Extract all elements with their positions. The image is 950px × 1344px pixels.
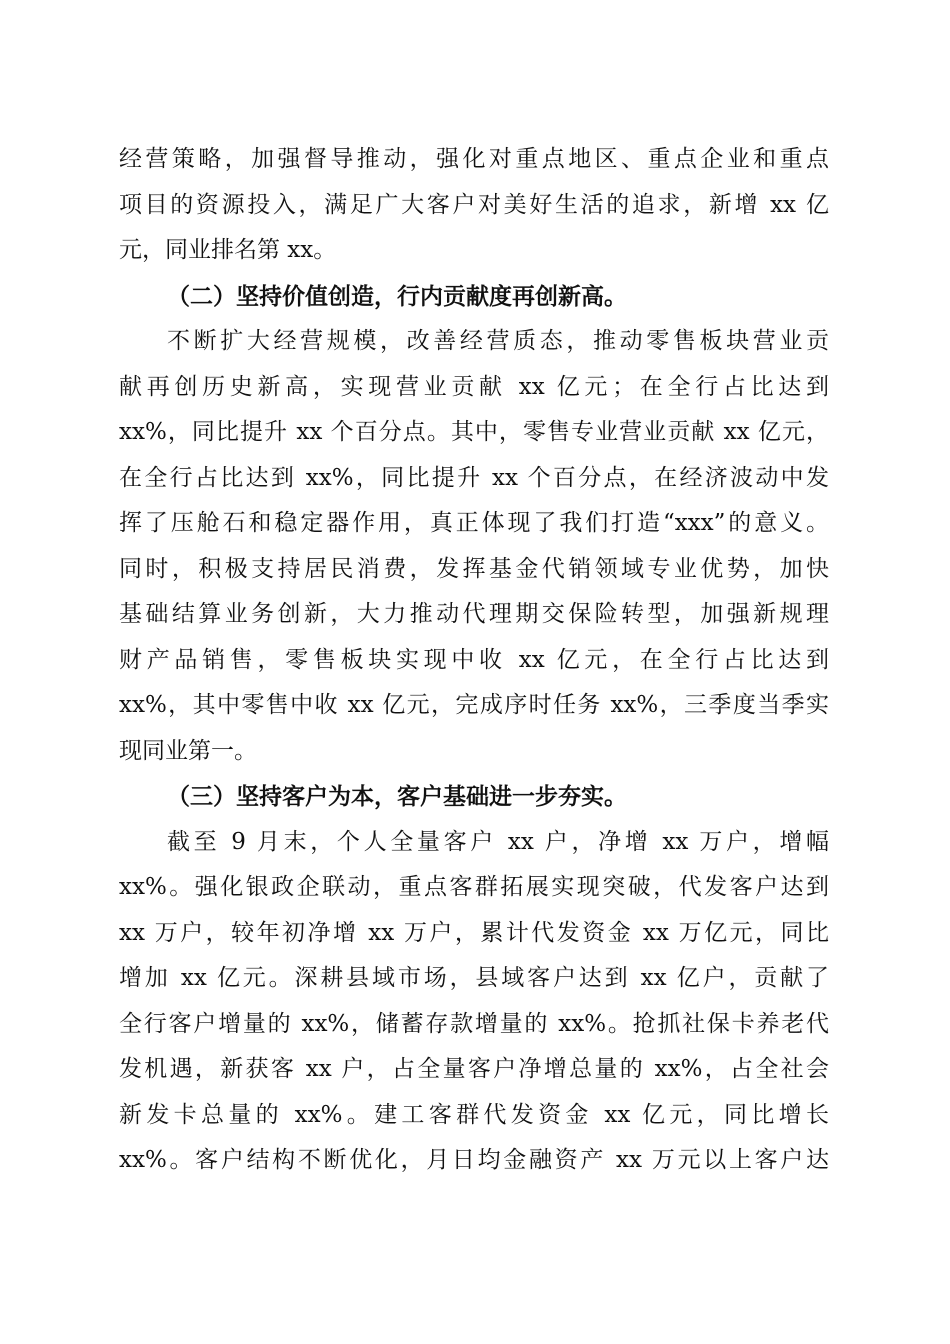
paragraph-customer-base (119, 820, 829, 1184)
text-line: 项目的资源投入，满足广大客户对美好生活的追求，新增 xx 亿 (119, 191, 829, 218)
text-line: 基础结算业务创新，大力推动代理期交保险转型，加强新规理 (119, 601, 829, 627)
text-line: 全行客户增量的 xx%，储蓄存款增量的 xx%。抢抓社保卡养老代 (119, 1010, 829, 1037)
text-line: 献再创历史新高，实现营业贡献 xx 亿元；在全行占比达到 (119, 373, 829, 400)
text-line: xx%。客户结构不断优化，月日均金融资产 xx 万元以上客户达 (119, 1147, 829, 1173)
section-heading-3 (119, 774, 829, 820)
text-line: xx%，同比提升 xx 个百分点。其中，零售专业营业贡献 xx 亿元， (119, 419, 829, 445)
section-heading-2 (119, 274, 829, 320)
text-line: xx 万户，较年初净增 xx 万户，累计代发资金 xx 万亿元，同比 (119, 919, 829, 946)
heading-line: （二）坚持价值创造，行内贡献度再创新高。 (167, 282, 627, 310)
text-line: 在全行占比达到 xx%，同比提升 xx 个百分点，在经济波动中发 (119, 464, 829, 491)
text-line: 新发卡总量的 xx%。建工客群代发资金 xx 亿元，同比增长 (119, 1101, 829, 1128)
text-line: 财产品销售，零售板块实现中收 xx 亿元，在全行占比达到 (119, 646, 829, 673)
text-line: 增加 xx 亿元。深耕县域市场，县域客户达到 xx 亿户，贡献了 (119, 965, 829, 991)
text-line: 截至 9 月末，个人全量客户 xx 户，净增 xx 万户，增幅 (167, 828, 829, 855)
text-line: 挥了压舱石和稳定器作用，真正体现了我们打造“xxx”的意义。 (119, 510, 829, 536)
document-body (119, 137, 829, 1184)
text-line: 元，同业排名第 xx。 (119, 237, 337, 263)
paragraph-value-creation (119, 319, 829, 774)
paragraph-continued (119, 137, 829, 274)
heading-line: （三）坚持客户为本，客户基础进一步夯实。 (167, 783, 627, 810)
text-line: 发机遇，新获客 xx 户，占全量客户净增总量的 xx%，占全社会 (119, 1056, 829, 1082)
text-line: xx%，其中零售中收 xx 亿元，完成序时任务 xx%，三季度当季实 (119, 692, 829, 718)
text-line: 同时，积极支持居民消费，发挥基金代销领域专业优势，加快 (119, 555, 829, 582)
text-line: 经营策略，加强督导推动，强化对重点地区、重点企业和重点 (119, 146, 829, 172)
text-line: 现同业第一。 (119, 737, 257, 764)
text-line: 不断扩大经营规模，改善经营质态，推动零售板块营业贡 (167, 328, 829, 354)
text-line: xx%。强化银政企联动，重点客群拓展实现突破，代发客户达到 (119, 874, 829, 900)
